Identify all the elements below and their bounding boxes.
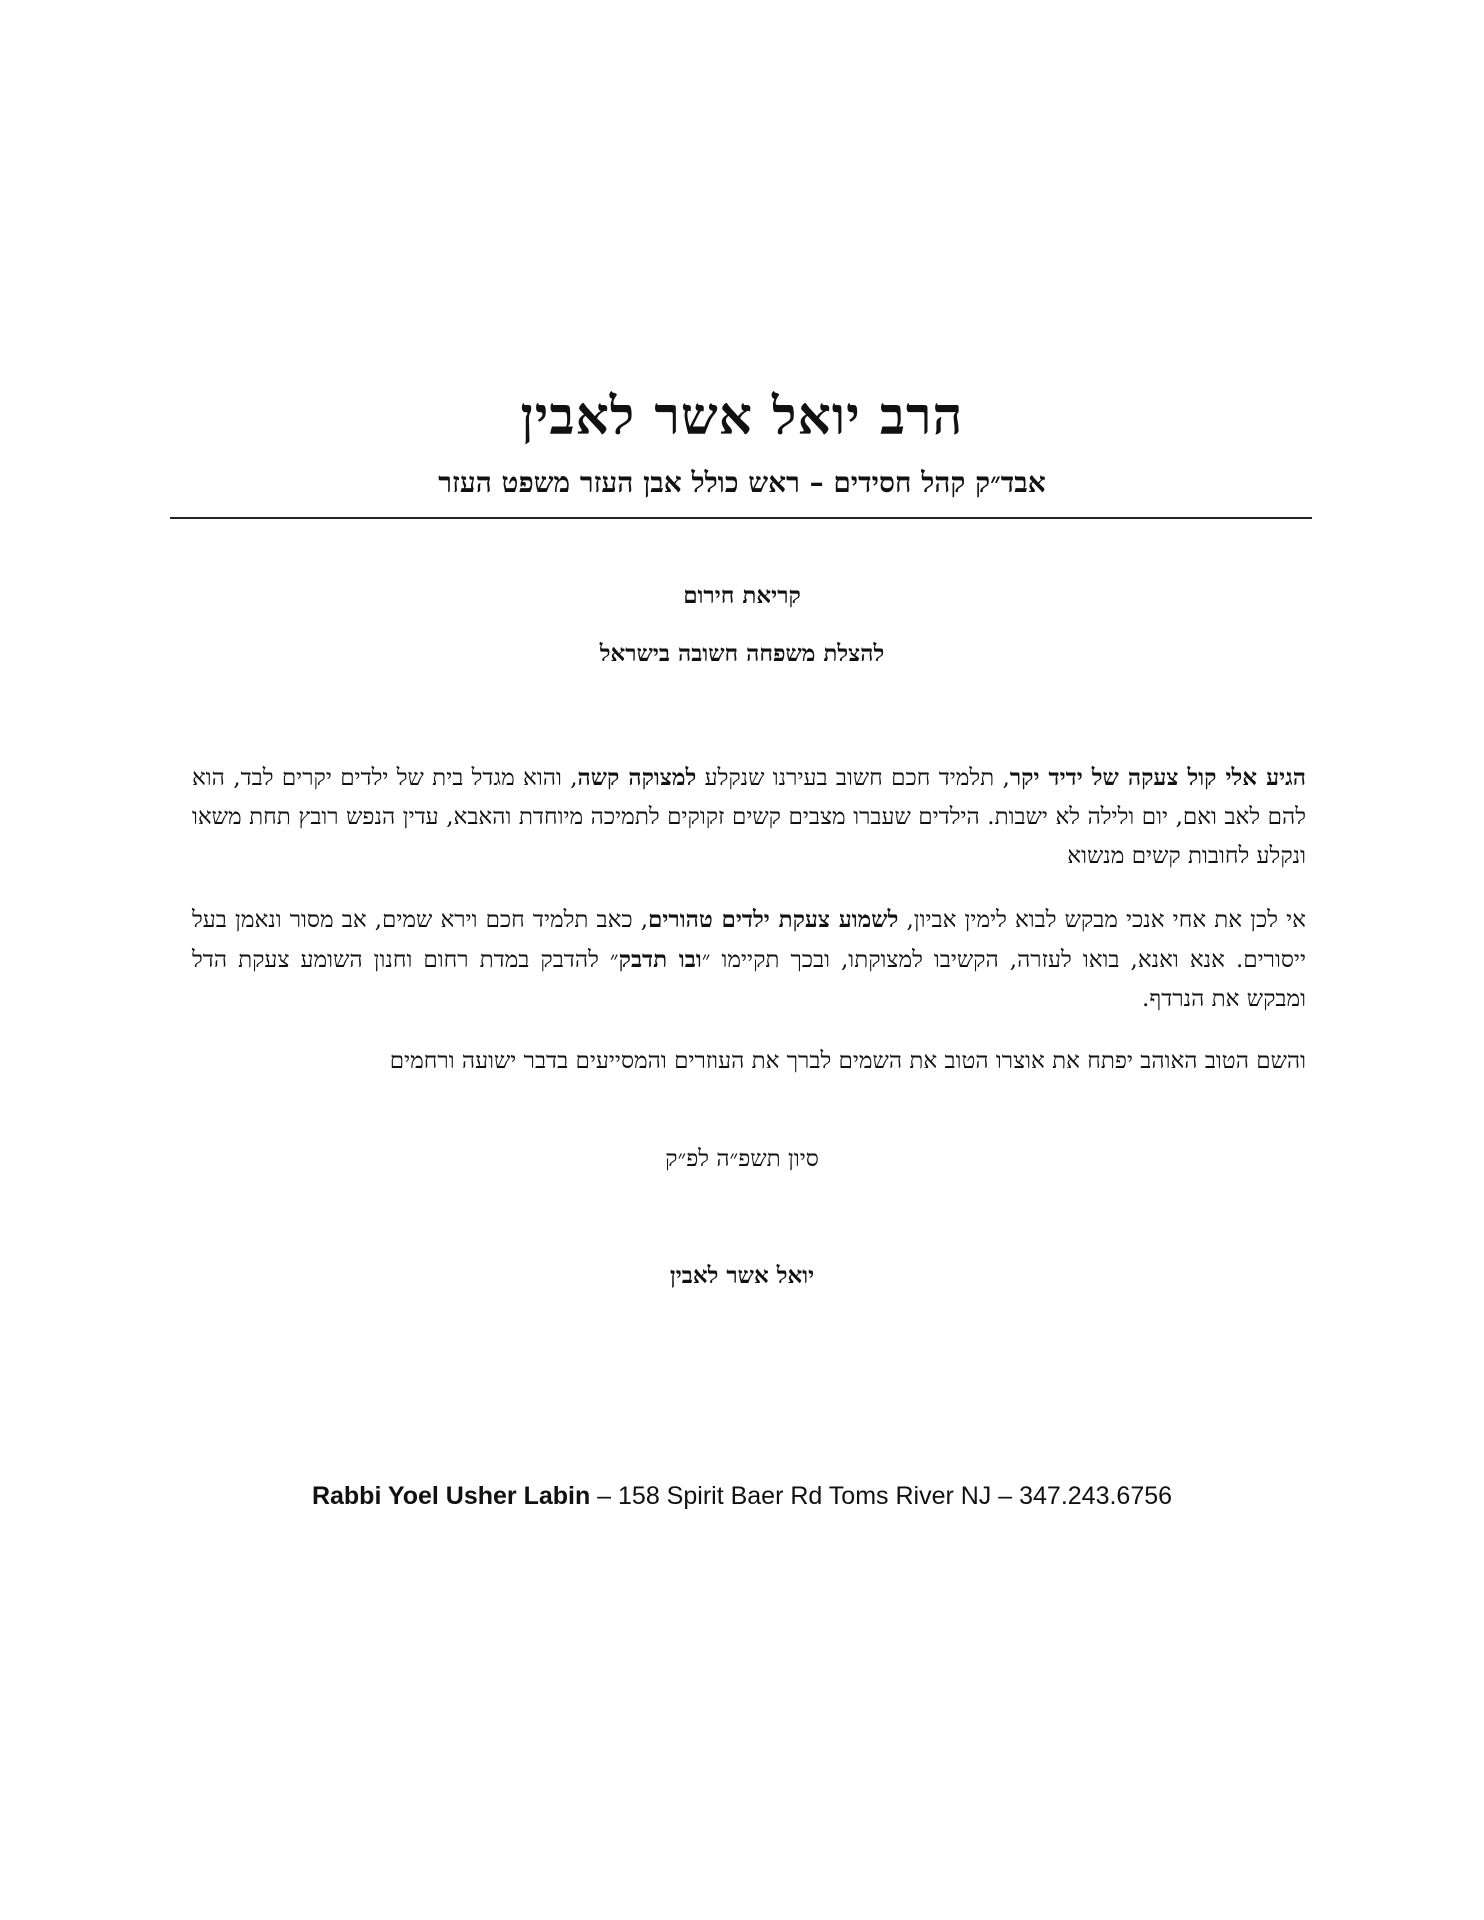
emphasis-text: למצוקה קשה [577, 764, 697, 791]
letterhead-subtitle: אבד״ק קהל חסידים – ראש כולל אבן העזר משפט העזר [438, 466, 1046, 499]
letterhead-title: הרב יואל אשר לאבין [520, 386, 964, 447]
body-text: והשם הטוב האוהב יפתח את אוצרו הטוב את השמים לברך את העוזרים והמסייעים בדבר ישועה ורחמים [389, 1048, 1306, 1074]
footer-details: – 158 Spirit Baer Rd Toms River NJ – 347.243.6756 [590, 1482, 1173, 1510]
letter-signature: יואל אשר לאבין [669, 1262, 815, 1289]
letter-heading-line-1: קריאת חירום [683, 582, 801, 609]
letterhead-divider [170, 517, 1312, 519]
letter-date: סיון תשפ״ה לפ״ק [665, 1146, 819, 1172]
body-text: , תלמיד חכם חשוב בעירנו שנקלע [696, 765, 1010, 791]
footer-name: Rabbi Yoel Usher Labin [311, 1482, 591, 1510]
body-text: , כאב תלמיד חכם וירא שמים, אב מסור ונאמן בעל ייסורים. אנא ואנא, בואו לעזרה, הקשיבו למצוקתו, ובכך תקיימו ״ [192, 907, 1306, 973]
body-paragraph-3 [192, 1042, 1306, 1081]
body-text: אי לכן את אחי אנכי מבקש לבוא לימין אביון, [898, 907, 1306, 933]
emphasis-text: לשמוע צעקת ילדים טהורים [648, 906, 899, 933]
emphasis-text: ובו תדבק [618, 946, 702, 973]
footer-contact [0, 1482, 1484, 1511]
emphasis-text: הגיע אלי קול צעקה של ידיד יקר [1009, 764, 1306, 791]
body-paragraph-1 [192, 758, 1306, 876]
letter-heading-line-2: להצלת משפחה חשובה בישראל [599, 640, 885, 667]
body-paragraph-2 [192, 900, 1306, 1019]
body-text: ״ להדבק במדת רחום וחנון השומע צעקת הדל ומבקש את הנרדף. [192, 947, 1306, 1012]
body-text: , והוא מגדל בית של ילדים יקרים לבד, הוא להם לאב ואם, יום ולילה לא ישבות. הילדים שעברו מצבים קשים זקוקים לתמיכה מיוחדת והאבא, עדין הנפש רובץ תחת משאו ונקלע לחובות קשים מנשוא [192, 765, 1306, 869]
